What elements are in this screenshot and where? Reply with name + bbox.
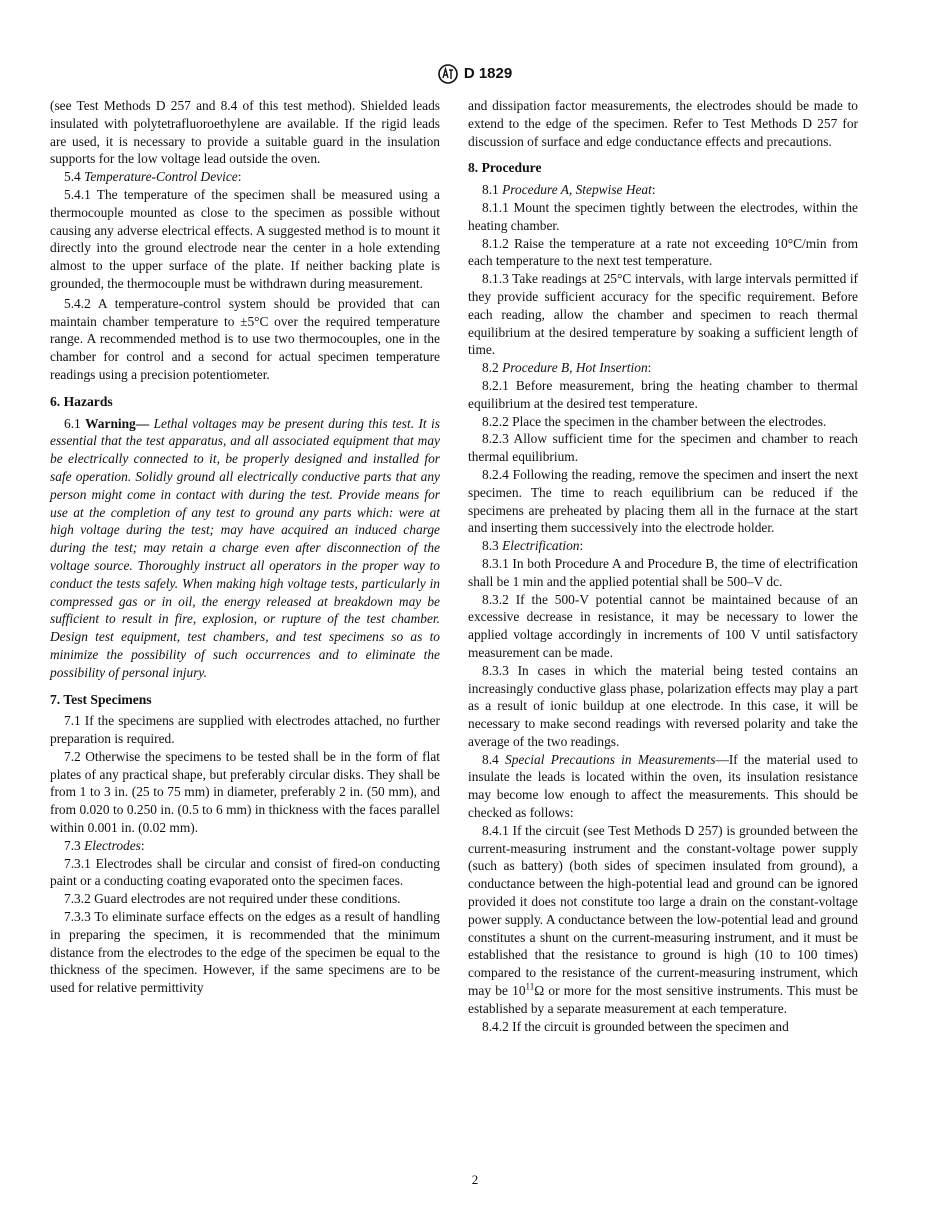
paragraph-8-3-3: 8.3.3 In cases in which the material being tested contains an increasingly conductive glass phase, polarization effects may play a part as a result of ionic buildup at one electrode. In this case, it will be necessary to make second readings with reversed polarity and take the average of the two readings. xyxy=(468,662,858,749)
right-column xyxy=(468,97,858,1035)
section-8-heading: 8. Procedure xyxy=(468,160,542,176)
paragraph-5-4-1: 5.4.1 The temperature of the specimen shall be measured using a thermocouple mounted as close to the specimen as possible without causing any adverse electrical effects. A suggested method is to mount it directly into the ground electrode near the center in a hole extending almost to the upper surface of the plate. If neither backing plate is grounded, the thermocouple must be withdrawn during measurement. xyxy=(50,186,440,291)
paragraph-8-3-2: 8.3.2 If the 500-V potential cannot be maintained because of an excessive decrease in resistance, it may be necessary to lower the applied voltage accordingly in increments of 100 V until satisfactory measurement can be made. xyxy=(468,591,858,660)
paragraph-7-3-3: 7.3.3 To eliminate surface effects on the edges as a result of handling in preparing the specimen, it is recommended that the minimum distance from the electrodes to the edge of the specimen be equal to the thickness of the specimen. However, if the same specimens are to be used for relative permittivity xyxy=(50,909,440,996)
paragraph-8-4-2: 8.4.2 If the circuit is grounded between the specimen and xyxy=(482,1018,789,1034)
astm-logo-icon xyxy=(438,64,458,84)
paragraph-7-1: 7.1 If the specimens are supplied with electrodes attached, no further preparation is required. xyxy=(50,713,440,747)
paragraph-8-2-4: 8.2.4 Following the reading, remove the specimen and insert the next specimen. The time to reach equilibrium can be reduced if the specimens are preheated by placing them all in the furnace at the start and inserting them successively into the electrode holder. xyxy=(468,466,858,536)
section-6-heading: 6. Hazards xyxy=(50,393,113,409)
paragraph-8-1-3: 8.1.3 Take readings at 25°C intervals, with large intervals permitted if they provide sufficient accuracy for the specific requirement. Before each reading, allow the chamber and specimen to reach thermal equilibrium at the desired temperature by soaking a sufficient length of time. xyxy=(468,271,858,358)
paragraph-5-4-2: 5.4.2 A temperature-control system should be provided that can maintain chamber temperature to ±5°C over the required temperature range. A recommended method is to use two thermocouples, one in the chamber for control and a second for actual specimen temperature readings using a precision potentiometer. xyxy=(50,295,440,382)
section-7-heading: 7. Test Specimens xyxy=(50,691,152,707)
paragraph-8-4: 8.4 Special Precautions in Measurements—If the material used to insulate the leads is located within the oven, its insulation resistance may become low enough to affect the measurements. This should be checked as follows: xyxy=(468,751,858,821)
section-7-3-heading: 7.3 Electrodes: xyxy=(64,837,145,853)
paragraph-8-3-1: 8.3.1 In both Procedure A and Procedure B, the time of electrification shall be 1 min and the applied potential shall be 500–V dc. xyxy=(468,555,858,589)
paragraph-8-1-2: 8.1.2 Raise the temperature at a rate not exceeding 10°C/min from each temperature to the next test temperature. xyxy=(468,235,858,269)
paragraph-8-1-1: 8.1.1 Mount the specimen tightly between the electrodes, within the heating chamber. xyxy=(468,199,858,233)
paragraph-8-4-1: 8.4.1 If the circuit (see Test Methods D 257) is grounded between the current-measuring instrument and the constant-voltage power supply (such as battery) (both sides of specimen insulated from ground), a conductance between the high-potential lead and ground can be ignored provided it does not constitute too large a drain on the constant-voltage power supply. A conductance between the low-potential lead and ground constitutes a shunt on the current-measuring instrument, and it must be established that the resistance to ground is high (10 to 100 times) compared to the resistance of the current-measuring instrument, which may be $10^{11}\Omega$ or more for the most sensitive instruments. This must be established by a separate measurement at each temperature. xyxy=(468,822,858,1016)
page-header xyxy=(0,64,950,84)
document-number: D 1829 xyxy=(463,65,513,83)
paragraph-7-2: 7.2 Otherwise the specimens to be tested shall be in the form of flat plates of any practical shape, but preferably circular disks. They shall be from 1 to 3 in. (25 to 75 mm) in diameter, preferably 2 in. (50 mm), and from 0.020 to 0.250 in. (0.5 to 6 mm) in thickness with the faces parallel within 0.001 in. (0.02 mm). xyxy=(50,748,440,836)
paragraph-continued: (see Test Methods D 257 and 8.4 of this test method). Shielded leads insulated with polytetrafluoroethylene are available. If the rigid leads are used, it is necessary to provide a suitable guard in the insulation supports for the low voltage lead outside the oven. xyxy=(50,98,440,167)
paragraph-continued: and dissipation factor measurements, the electrodes should be made to extend to the edge of the specimen. Refer to Test Methods D 257 for discussion of surface and edge conductance effects and precautions. xyxy=(468,98,858,149)
section-8-1-heading: 8.1 Procedure A, Stepwise Heat: xyxy=(482,182,656,198)
paragraph-6-1: 6.1 Warning— Lethal voltages may be present during this test. It is essential that the test apparatus, and all associated equipment that may be electrically connected to it, be properly designed and installed for safe operation. Solidly ground all electrically conductive parts that any person might come in contact with during the test. Provide means for use at the completion of any test to ground any parts which: were at high voltage during the test; may have acquired an induced charge during the test; may retain a charge even after disconnection of the voltage source. Thoroughly instruct all operators in the proper way to conduct the tests safely. When making high voltage tests, particularly in compressed gas or in oil, the energy released at breakdown may be sufficient to result in fire, explosion, or rupture of the test chamber. Design test equipment, test chambers, and test specimens so as to minimize the possibility of such occurrences and to eliminate the possibility of personal injury. xyxy=(50,415,440,680)
paragraph-8-2-3: 8.2.3 Allow sufficient time for the specimen and chamber to reach thermal equilibrium. xyxy=(468,431,858,465)
paragraph-7-3-1: 7.3.1 Electrodes shall be circular and consist of fired-on conducting paint or a conducting coating evaporated onto the specimen faces. xyxy=(50,855,440,889)
page-number: 2 xyxy=(471,1172,479,1187)
section-8-2-heading: 8.2 Procedure B, Hot Insertion: xyxy=(482,360,652,376)
paragraph-7-3-2: 7.3.2 Guard electrodes are not required under these conditions. xyxy=(64,891,401,907)
section-8-3-heading: 8.3 Electrification: xyxy=(482,538,584,554)
paragraph-8-2-2: 8.2.2 Place the specimen in the chamber between the electrodes. xyxy=(482,413,827,429)
paragraph-8-2-1: 8.2.1 Before measurement, bring the heating chamber to thermal equilibrium at the desired test temperature. xyxy=(468,377,858,411)
section-5-4-heading: 5.4 Temperature-Control Device: xyxy=(64,169,242,185)
left-column xyxy=(50,97,440,997)
